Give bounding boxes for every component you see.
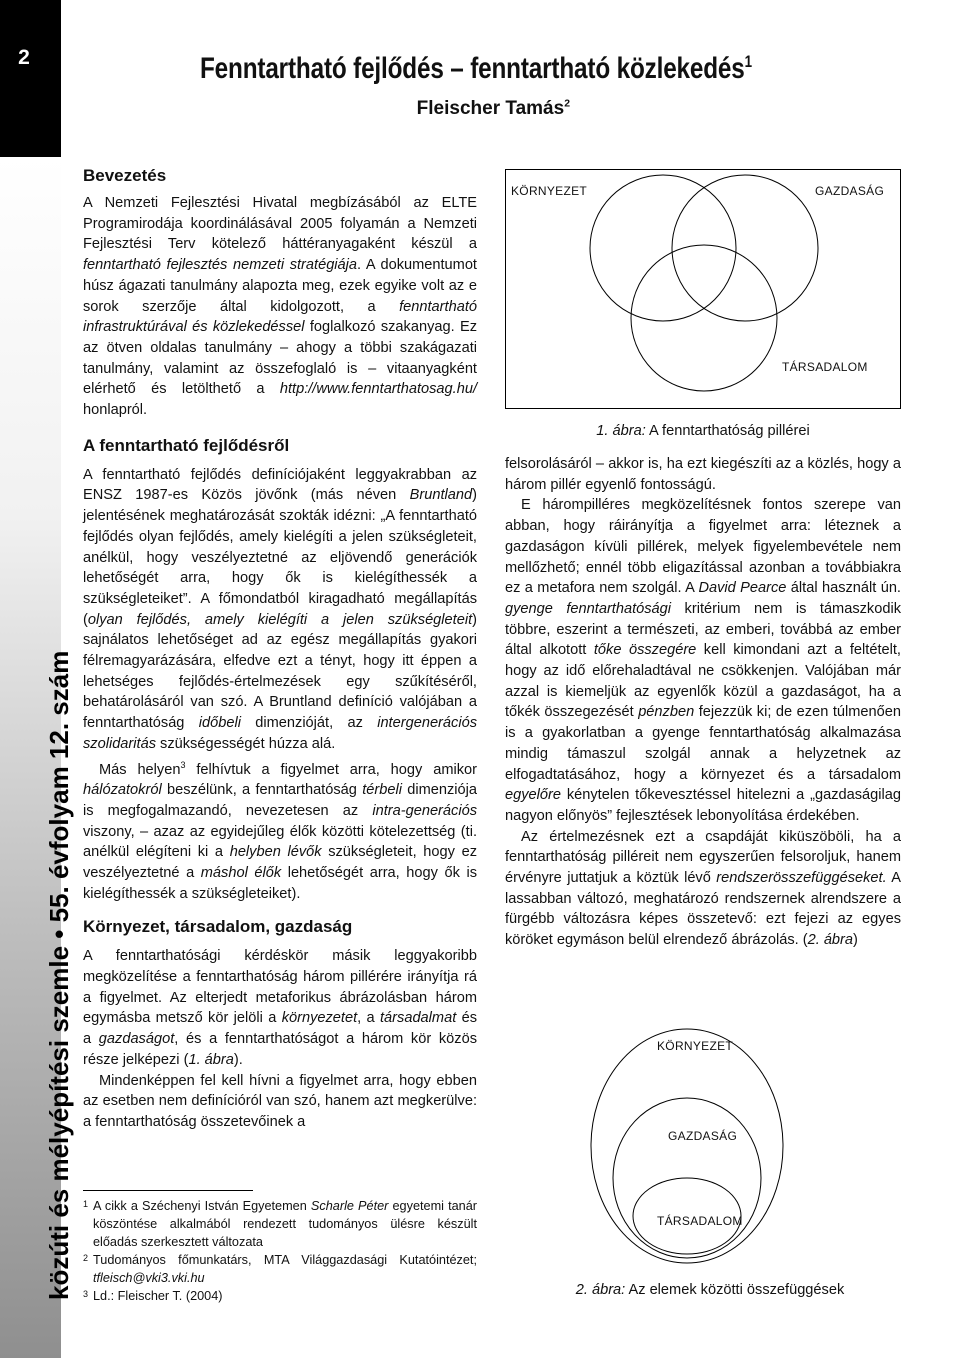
section-heading-bevezetes: Bevezetés	[83, 166, 167, 185]
circle-gazdasag	[672, 175, 818, 321]
figure-2-nested	[590, 1028, 784, 1264]
journal-name: közúti és mélyépítési szemle • 55. évfolyam 12. szám	[44, 650, 74, 1300]
paragraph-fejlodes-2: Más helyen$^3$ felhívtuk a figyelmet arra, hogy amikor hálózatokról beszélünk, a fenntarthatóság térbeli dimenziója is megfogalmazandó, nevezetesen az intra-generációs viszony, – azaz az egyidejűleg élők közötti kötelezettség (ti. anélkül elégíteni ki a helyben lévők szükségleteit, hogy ez veszélyeztetné a máshol élők lehetőségét arra, hogy ők is kielégíthessék a szükségleteiket).	[83, 759, 478, 902]
circle-kornyezet	[590, 175, 736, 321]
label-kornyezet: KÖRNYEZET	[511, 184, 588, 198]
figure-1-caption: 1. ábra: A fenntarthatóság pillérei	[596, 423, 810, 439]
left-column	[83, 165, 477, 1133]
page-number: 2	[18, 46, 30, 69]
circle-tarsadalom	[631, 245, 777, 391]
paragraph-kornyezet-1: A fenntarthatósági kérdéskör másik leggyakoribb megközelítése a fenntarthatóság három pillérére irányítja rá a figyelmet. Az elterjedt metaforikus ábrázolásban három egymásba metsző kör jelöli a környezetet, a társadalmat és a gazdaságot, és a fenntarthatóságot a három kör közös része jelképezi (1. ábra).	[83, 948, 478, 1068]
footnote-rule	[83, 1190, 253, 1191]
title-text: Fenntartható fejlődés – fenntartható közlekedés	[200, 52, 745, 85]
figure-2-caption: 2. ábra: Az elemek közötti összefüggések	[575, 1282, 845, 1298]
paragraph-right-1: felsorolásáról – akkor is, ha ezt kiegészíti az a közlés, hogy a három pillér egyenlő fontosságú.	[505, 456, 901, 493]
sidebar-band	[0, 0, 74, 1358]
author-name	[417, 98, 570, 120]
footnote-3: 3 Ld.: Fleischer T. (2004)	[83, 1289, 223, 1303]
author-footnote-mark: 2	[564, 98, 570, 110]
label-middle: GAZDASÁG	[668, 1129, 738, 1143]
section-heading-kornyezet: Környezet, társadalom, gazdaság	[83, 917, 353, 937]
page-number-block	[0, 0, 61, 157]
figure-1-venn	[505, 169, 901, 409]
footnote-1: 1 A cikk a Széchenyi István Egyetemen Scharle Péter egyetemi tanár köszöntése alkalmából rendezett tudományos ülésre készült előadás szerkesztett változata	[83, 1199, 478, 1249]
label-tarsadalom: TÁRSADALOM	[782, 360, 868, 374]
label-outer: KÖRNYEZET	[657, 1039, 734, 1053]
title-footnote-mark: 1	[744, 53, 752, 71]
nested-diagram	[590, 1028, 784, 1264]
footnotes	[83, 1197, 477, 1305]
author-text: Fleischer Tamás	[416, 98, 565, 119]
right-column	[505, 454, 901, 951]
label-inner: TÁRSADALOM	[657, 1214, 743, 1228]
section-heading-fejlodes: A fenntartható fejlődésről	[83, 435, 290, 455]
paragraph-right-2: E hárompilléres megközelítésnek fontos szerepe van abban, hogy ráirányítja a figyelmet arra: léteznek a gazdaságon kívüli pillérek, melyek figyelembevétele nem mellőzhető; ennél több eligazítással azonban a továbbiakra ez a metafora nem szolgál. A David Pearce által használt ún. gyenge fenntarthatósági kritérium nem is támaszkodik többre, eszerint a természeti, az emberi, továbbá az ember által alkotott tőke összegére kell kimondani azt a feltételt, hogy az idő előrehaladtával ne csökkenjen. Valójában már azzal is kiemeljük az egyenlők közül a gazdaságot, ha a tőkék összegezését pénzben fejezzük ki; de ezen túlmenően is a gyakorlatban a gyenge fenntarthatóság alkalmazása mindig támaszul szolgál annak a helyzetnek az elfogadtatásához, hogy a környezet és a társadalom egyelőre kénytelen tőkevesztéssel hitelezni a „gazdaságilag nagyon előnyös” fejlesztések lebonyolítása érdekében.	[505, 497, 901, 824]
paragraph-right-3: Az értelmezésnek ezt a csapdáját kiküszöböli, ha a fenntarthatóság pilléreit nem egyszerűen felsoroljuk, hanem érvényre juttatjuk a köztük lévő rendszerösszefüggéseket. A lassabban változó, meghatározó rendszernek alrendszere a fürgébb változásra képes összetevő: ezt fejezi az egyes köröket egymáson belül elrendező ábrázolás. (2. ábra)	[505, 828, 901, 949]
paragraph-kornyezet-2: Mindenképpen fel kell hívni a figyelmet arra, hogy ebben az esetben nem definícióról van szó, hanem azt megkerülve: a fenntarthatóság összetevőinek a	[83, 1072, 477, 1130]
paragraph-fejlodes-1: A fenntartható fejlődés definíciójaként leggyakrabban az ENSZ 1987-es Közös jövőnk (más néven Bruntland) jelentésének meghatározását szokták idézni: „A fenntartható fejlődés olyan fejlődés, amely kielégíti a jelen szükségleteit, anélkül, hogy veszélyeztetné az eljövendő generációk lehetőségét arra, hogy ők is kielégíthessék a szükségleteiket”. A főmondatból kiragadható megállapítás (olyan fejlődés, amely kielégíti a jelen szükségleteit) sajnálatos lehetőséget ad az egész megállapítás gyakori félremagyarázására, elfedve ezt a tényt, hogy itt éppen a lehetséges fejlődés-értelmezések egy szűkítéséről, behatárolásáról van szó. A Bruntland definíció valójában a fenntarthatóság időbeli dimenzióját, az intergenerációs szolidaritás szükségességét húzza alá.	[83, 466, 477, 752]
footnote-2: 2 Tudományos főmunkatárs, MTA Világgazdasági Kutatóintézet; tfleisch@vki3.vki.hu	[83, 1253, 477, 1285]
article-title	[200, 52, 752, 86]
paragraph-bevezetes: A Nemzeti Fejlesztési Hivatal megbízásából az ELTE Programirodája koordinálásával 2005 folyamán a Nemzeti Fejlesztési Terv kötelező háttéranyagaként készül a fenntartható fejlesztés nemzeti stratégiája. A dokumentumot húsz ágazati tanulmány alapozta meg, ezek egyike volt az e sorok szerzője által kidolgozott, a fenntartható infrastruktúrával és közlekedéssel foglalkozó szakanyag. Ez az ötven oldalas tanulmány – ahogy a többi szakágazati tanulmány, valamint az összefoglaló is – vitaanyagként elérhető és letölthető a http://www.fenntarthatosag.hu/ honlapról.	[83, 195, 477, 419]
label-gazdasag: GAZDASÁG	[815, 184, 885, 198]
